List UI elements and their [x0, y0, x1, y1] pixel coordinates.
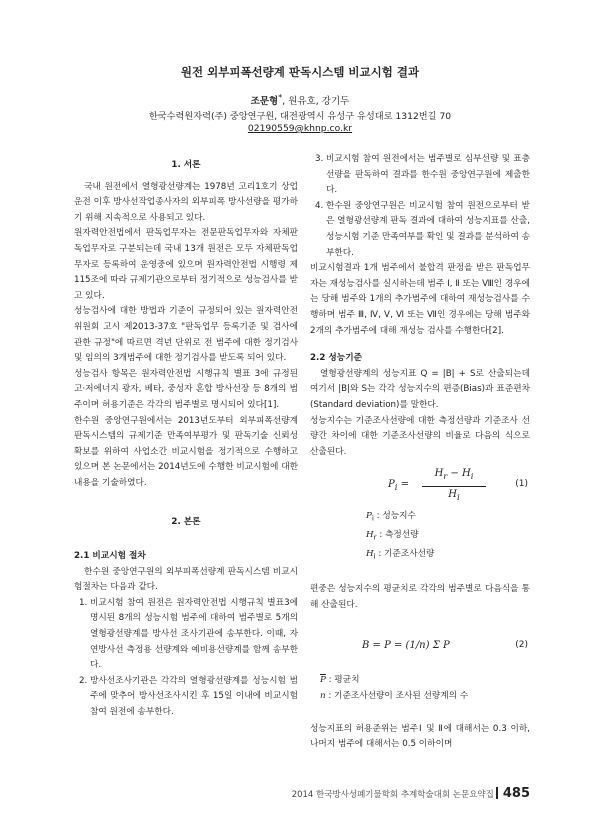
definition-item: $H_r$ : 측정선량 [366, 530, 419, 542]
subsection-heading: 2.1 비교시험 절차 [74, 551, 146, 562]
equation-1 [310, 466, 530, 502]
section-heading-intro: 1. 서론 [171, 160, 201, 170]
paragraph: 원자력안전법에서 판독업무자는 전문판독업무자와 자체판독업무자로 구분되는데 국내 13개 원전은 모두 자체판독업무자로 등록하여 운영중에 있으며 원자력안전법 시행령 제115조에 따라 규제기관으로부터 정기적으로 성능검사를 받고 있다. [74, 228, 298, 301]
definition-list [310, 508, 530, 564]
equation-number: (2) [515, 639, 528, 650]
definition-item: n : 기준조사선량이 조사된 선량계의 수 [320, 690, 469, 701]
paragraph: 열형광선량계의 성능지표 Q = |B| + S로 산출되는데 여기서 |B|와 S는 각각 성능지수의 편증(Bias)과 표준편차(Standard deviation)를 말한다. [310, 368, 530, 410]
list-item: 1. 비교시험 참여 원전은 원자력안전법 시행규칙 별표3에 명시된 8개의 성능시험 범주에 대하여 범주별로 5개의 열형광선량계를 방사선 조사기관에 송부한다. 이때, 자연방사선 측정용 선량계와 예비용선량계를 함께 송부한다. [90, 596, 298, 674]
author-line [0, 93, 600, 107]
list-item: 3. 비교시험 참여 원전에서는 범주별로 심부선량 및 표층선량을 판독하여 결과를 한수원 중앙연구원에 제출한다. [326, 152, 530, 199]
email-link[interactable]: 02190559@khnp.co.kr [247, 123, 353, 134]
page-number: 485 [502, 786, 530, 801]
paragraph: 한수원 중앙연구원에서는 2013년도부터 외부피폭선량계 판독시스템의 규제기준 만족여부평가 및 판독기술 신뢰성 확보를 위하여 사업소간 비교시험을 정기적으로 수행하고 있으며 본 논문에서는 2014년도에 수행한 비교시험에 대한 내용을 기술하였다. [74, 415, 298, 488]
paragraph: 비교시험결과 1개 범주에서 불합격 판정을 받은 판독업무자는 재성능검사를 실시하는데 범주 Ⅰ, Ⅱ 또는 Ⅷ인 경우에는 당해 범주와 1개의 추가범주에 대하여 재성능검사를 수행하며 범주 Ⅲ, Ⅳ, Ⅴ, Ⅵ 또는 Ⅶ인 경우에는 당해 범주와 2개의 추가범주에 대해 재성능 검사를 수행한다[2]. [310, 263, 530, 336]
procedure-list-cont [310, 152, 530, 261]
paragraph: 편중은 성능지수의 평균치로 각각의 범주별로 다음식을 통해 산출된다. [310, 584, 530, 611]
corresponding-mark: * [278, 93, 283, 102]
definition-list [310, 672, 530, 704]
paragraph: 성능검사에 대한 방법과 기준이 규정되어 있는 원자력안전위원회 고시 제2013-37호 "판독업무 등록기준 및 검사에 관한 규정"에 따르면 격년 단위로 전 범주에 대한 정기검사 및 임의의 3개범주에 대한 정기검사를 받도록 되어 있다. [74, 306, 298, 364]
paragraph: 성능지표의 허용준위는 범주Ⅰ 및 Ⅱ에 대해서는 0.3 이하, 나머지 범주에 대해서는 0.5 이하이며 [310, 723, 530, 750]
right-column [310, 152, 530, 753]
section-heading-body: 2. 본론 [171, 517, 201, 528]
paragraph: 성능검사 항목은 원자력안전법 시행규칙 별표 3에 규정된 고·저에너지 광자, 베타, 중성자 혼합 방사선장 등 8개의 범주이며 허용기준은 각각의 범주별로 명시되어 있다[1]. [74, 368, 298, 410]
footer-text: 2014 한국방사성폐기물학회 추계학술대회 논문요약집 [291, 790, 494, 800]
paragraph: 국내 원전에서 열형광선량계는 1978년 고리1호기 상업운전 이후 방사선작업종사자의 외부피폭 방사선량을 평가하기 위해 지속적으로 사용되고 있다. [74, 181, 298, 223]
lead-author: 조문형 [250, 96, 279, 108]
list-item: 2. 방사선조사기관은 각각의 열형광선량계를 성능시험 범주에 맞추어 방사선조사시킨 후 15일 이내에 비교시험 참여 원전에 송부한다. [90, 674, 298, 721]
paragraph: 성능지수는 기준조사선량에 대한 측정선량과 기준조사 선량간 차이에 대한 기준조사선량의 비율로 다음의 식으로 산출된다. [310, 415, 530, 457]
equation-body: B = P = (1/n) Σ P [362, 639, 450, 651]
definition-item: $P_i$ : 성능지수 [366, 511, 416, 524]
definition-item: $H_i$ : 기준조사선량 [366, 548, 435, 561]
paragraph: 한수원 중앙연구원의 외부피폭선량계 판독시스템 비교시험절차는 다음과 같다. [74, 566, 298, 593]
list-item: 4. 한수원 중앙연구원은 비교시험 참여 원전으로부터 받은 열형광선량계 판독 결과에 대하여 성능지표를 산출, 성능시험 기준 만족여부를 확인 및 결과를 분석하여 송부한다. [326, 199, 530, 261]
subsection-heading: 2.2 성능기준 [310, 353, 362, 364]
equation-lhs: $P_i$ = [388, 479, 409, 493]
definition-item: $\overline{P}$ : 평균치 [320, 674, 360, 685]
procedure-list [74, 596, 298, 721]
co-authors: , 원유호, 강기두 [282, 96, 350, 108]
footer-divider [496, 787, 498, 799]
paper-title: 원전 외부피폭선량계 판독시스템 비교시험 결과 [180, 65, 420, 79]
equation-2 [310, 624, 530, 668]
page-footer [290, 786, 530, 801]
equation-fraction: $\frac{H_r - H_i}{H_i}$ [422, 466, 486, 505]
left-column [74, 152, 298, 721]
affiliation: 한국수력원자력(주) 중앙연구원, 대전광역시 유성구 유성대로 1312번길 70 [148, 111, 452, 122]
equation-number: (1) [515, 479, 528, 490]
